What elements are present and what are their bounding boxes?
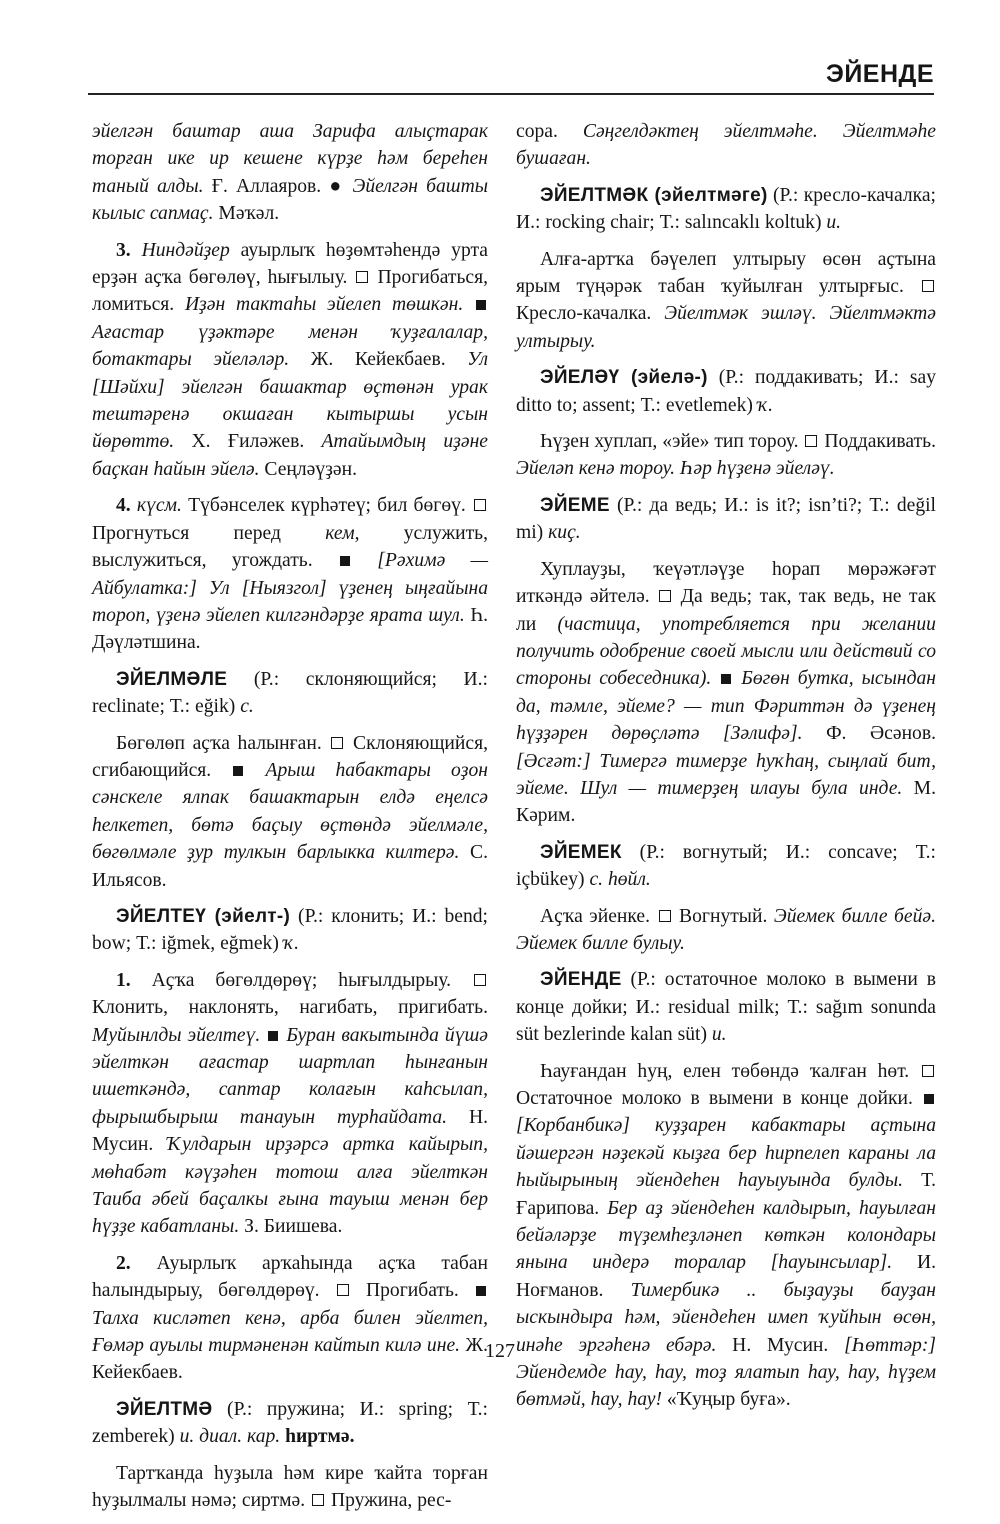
translation-marker-icon bbox=[922, 1065, 934, 1077]
left-column bbox=[92, 118, 488, 1524]
example-text: Ул [Шәйхи] эйелгән башактар өҫтөнән урак тештәренә окшаған кытыршы усын йөрөттө. bbox=[92, 349, 488, 453]
example-text: Эйелгән башты кылыс сапмаҫ. bbox=[92, 175, 488, 225]
dictionary-paragraph bbox=[516, 556, 936, 830]
example-text: киҫ. bbox=[548, 522, 581, 544]
dictionary-paragraph bbox=[516, 182, 936, 237]
body-text: «Ҡуңыр буға». bbox=[662, 1389, 791, 1411]
example-text: [Рәхимә — Айбулатка:] Ул [Ныязгол] үҙенең ыңғайына тороп, үҙенә эйелеп килгәндәрҙе ярата шул. bbox=[92, 550, 489, 626]
translation-marker-icon bbox=[337, 1284, 349, 1296]
body-text: Түбәнселек күрһәтеү; бил бөгөү. bbox=[181, 495, 473, 517]
translation-marker-icon bbox=[331, 737, 343, 749]
body-text: Вогнутый. bbox=[672, 905, 774, 927]
dictionary-paragraph bbox=[92, 1460, 488, 1515]
example-marker-icon bbox=[721, 674, 731, 684]
body-text: З. Биишева. bbox=[239, 1216, 343, 1238]
body-text: Н. Мусин. bbox=[716, 1334, 845, 1356]
body-text: , услужить, выслужиться, угождать. bbox=[92, 522, 488, 572]
body-text: (Р.: да ведь; И.: is it?; isn’ti?; Т.: değil mi) bbox=[516, 494, 936, 544]
headword: ЭЙЕЛТЕҮ (эйелт-) bbox=[116, 905, 291, 927]
body-text bbox=[352, 550, 377, 571]
body-text: Сеңләүҙән. bbox=[259, 458, 357, 480]
dictionary-paragraph bbox=[92, 967, 488, 1241]
example-text: (частица, употребляется при желании получить одобрение своей мысли или действий со стороны собеседника). bbox=[516, 613, 936, 690]
example-text: с. һөйл. bbox=[589, 869, 651, 891]
body-text: Мәҡәл. bbox=[213, 203, 280, 225]
headword: ЭЙЕНДЕ bbox=[540, 969, 622, 991]
body-text: Х. Ғиләжев. bbox=[174, 431, 322, 453]
example-text: Иҙән тактаһы эйелеп төшкән. bbox=[184, 294, 464, 316]
example-text: Талха кисләтеп кенә, арба билен эйелтеп, Ғөмәр ауылы тирмәненән кайтып килә ине. bbox=[92, 1307, 488, 1357]
body-text: Хуплауҙы, ҡеүәтләүҙе һорап мөрәжәғәт иткәндә әйтелә. bbox=[516, 558, 936, 608]
body-text: Алға-артҡа бәүелеп ултырыу өсөн аҫтына ярым түңәрәк табан ҡуйылған ултырғыс. bbox=[516, 248, 936, 298]
body-text: (Р.: вогнутый; И.: concave; Т.: içbükey) bbox=[516, 841, 936, 891]
translation-marker-icon bbox=[474, 974, 486, 986]
dictionary-paragraph bbox=[92, 237, 488, 484]
example-marker-icon bbox=[340, 556, 350, 566]
body-text bbox=[245, 760, 265, 781]
example-text: Бөгөн бутка, ысындан да, тәмле, эйеме? — тип Фәриттән дә үҙенең һүҙҙәрен дөрөҫләтә [Зәлифә]. bbox=[516, 668, 937, 745]
example-text: Муйынлды эйелтеү. bbox=[92, 1024, 261, 1046]
body-text: Клонить, наклонять, нагибать, пригибать. bbox=[92, 997, 488, 1019]
dictionary-paragraph bbox=[516, 428, 936, 483]
example-text: [Корбанбикә] куҙҙарен кабактары аҫтына йәшергән нәҙекәй кыҙға бер һирпелеп караны ла һыйырының эйендеһен һауыуында булды. bbox=[516, 1115, 936, 1192]
dictionary-paragraph bbox=[92, 1250, 488, 1387]
body-text: (Р.: пружина; И.: spring; Т.: zemberek) bbox=[92, 1398, 488, 1448]
dictionary-paragraph bbox=[92, 118, 488, 228]
example-text: күсм. bbox=[136, 495, 182, 517]
headword: ЭЙЕЛӘҮ (эйелә-) bbox=[540, 367, 708, 389]
example-text: Эйелтмәк эшләү. Эйелтмәктә ултырыу. bbox=[516, 303, 937, 352]
headword: ЭЙЕЛТМӘК (эйелтмәге) bbox=[540, 184, 768, 206]
body-text: С. Ильясов. bbox=[92, 842, 489, 891]
body-text: (Р.: склоняющийся; И.: reclinate; Т.: eğik) bbox=[92, 668, 488, 718]
body-text: Прогнуться перед bbox=[92, 522, 326, 544]
header-rule bbox=[88, 93, 934, 95]
dictionary-paragraph bbox=[92, 666, 488, 721]
body-text: Остаточное молоко в вымени в конце дойки. bbox=[516, 1088, 922, 1109]
translation-marker-icon bbox=[474, 499, 486, 511]
body-text: сора. bbox=[516, 121, 583, 142]
body-text: Кресло-качалка. bbox=[516, 303, 665, 325]
example-marker-icon bbox=[476, 1286, 486, 1296]
right-column bbox=[516, 118, 936, 1423]
body-text bbox=[260, 1025, 266, 1046]
body-text: ауырлыҡ һөҙөмтәһендә урта ерҙән аҫҡа бөгөлөү, һығылыу. bbox=[92, 239, 489, 289]
example-text: и. диал. кар. bbox=[179, 1426, 281, 1448]
example-text: Эйеләп кенә тороу. Һәр һүҙенә эйеләү. bbox=[516, 458, 835, 480]
example-text: ҡ. bbox=[283, 933, 299, 955]
body-text: Ф. Әсәнов. bbox=[802, 723, 937, 745]
translation-marker-icon bbox=[659, 590, 671, 602]
dictionary-paragraph bbox=[516, 118, 936, 173]
example-text: Буран вакытында йүшә эйелткән ағастар шартлап һынғанын ишеткәндә, саптар колағын каһсылап, фырышбырыш танауын турһайдата. bbox=[92, 1024, 488, 1128]
example-marker-icon bbox=[233, 766, 243, 776]
example-text: Ҡулдарын ирҙәрсә артка кайырып, мөһабәт кәүҙәһен тотош алға эйелткән Таиба әбей баҫалкы ғына тауыш менән бер һүҙҙе кабатланы. bbox=[92, 1134, 488, 1238]
body-text bbox=[463, 294, 474, 315]
example-text: Эйемек билле бейә. Эйемек билле булыу. bbox=[516, 905, 936, 954]
example-text: Бер аҙ эйендеһен калдырып, һауылған бейәләрҙе түҙемһеҙләнеп көткән колондары янына индерә торалар [һауынсылар]. bbox=[516, 1197, 937, 1274]
body-text: Аҫҡа эйенке. bbox=[540, 905, 657, 927]
example-text: Атайымдың иҙәне баҫкан һайын эйелә. bbox=[92, 431, 488, 480]
dictionary-paragraph bbox=[516, 364, 936, 419]
dictionary-paragraph bbox=[92, 730, 488, 894]
dictionary-paragraph bbox=[516, 966, 936, 1048]
dictionary-paragraph bbox=[92, 903, 488, 958]
example-text: Тимербикә .. быҙауҙы бауҙан ыскындыра һәм, эйендеһен имеп ҡуйһын өсөн, инәһе эргәһенә ебәрә. bbox=[516, 1279, 936, 1356]
example-text: Ниндәйҙер bbox=[141, 239, 230, 261]
body-text: Ж. Кейекбаев. bbox=[289, 349, 468, 371]
dictionary-paragraph bbox=[516, 839, 936, 894]
example-marker-icon bbox=[476, 300, 486, 310]
sense-number: 3. bbox=[116, 239, 142, 261]
body-text: Да ведь; так, так ведь, не так ли bbox=[516, 586, 936, 635]
example-marker-icon bbox=[268, 1031, 278, 1041]
body-text: Ж. Кейекбаев. bbox=[92, 1335, 488, 1384]
example-text: и. bbox=[826, 212, 842, 234]
dictionary-paragraph bbox=[92, 1396, 488, 1451]
example-text: [Һөттәр:] Эйендемде һау, һау, тоҙ ялатып һау, һау, һүҙем бөтмәй, һау, һау! bbox=[516, 1334, 936, 1411]
running-head: ЭЙЕНДЕ bbox=[826, 60, 934, 88]
dictionary-paragraph bbox=[516, 903, 936, 958]
example-marker-icon bbox=[924, 1094, 934, 1104]
body-text: Ғ. Аллаяров. ● bbox=[203, 175, 353, 197]
body-text: Тартҡанда һуҙыла һәм кире ҡайта торған һуҙылмалы нәмә; сиртмә. bbox=[92, 1462, 488, 1512]
body-text: Ауырлыҡ арҡаһында аҫҡа табан һалындырыу, бөгөлдөрөү. bbox=[92, 1252, 488, 1302]
translation-marker-icon bbox=[805, 435, 817, 447]
body-text: Һауғандан һуң, елен төбөндә ҡалған һөт. bbox=[540, 1060, 920, 1082]
dictionary-paragraph bbox=[516, 246, 936, 356]
headword: ЭЙЕМЕК bbox=[540, 841, 622, 863]
body-text: Прогибать. bbox=[350, 1280, 474, 1302]
sense-number: һиртмә. bbox=[285, 1426, 355, 1448]
example-text: с. bbox=[240, 696, 254, 718]
example-text: ҡ. bbox=[757, 394, 774, 416]
example-text: эйелгән баштар аша Зарифа алыҫтарак торған ике ир кешене күрҙе һәм береһен таный алды. bbox=[92, 121, 488, 197]
example-text: и. bbox=[711, 1024, 727, 1046]
page-number: 127 bbox=[485, 1340, 515, 1362]
body-text: Склоняющийся, сгибающийся. bbox=[92, 732, 488, 781]
body-text: Н. Мусин. bbox=[92, 1106, 488, 1156]
example-text: Сәңгелдәктең эйелтмәһе. Эйелтмәһе бушаған. bbox=[516, 121, 936, 170]
body-text: Һ. Дәүләтшина. bbox=[92, 604, 488, 654]
headword: ЭЙЕЛТМӘ bbox=[116, 1398, 213, 1420]
body-text: (Р.: остаточное молоко в вымени в конце дойки; И.: residual milk; Т.: sağım sonunda süt bezlerinde kalan süt) bbox=[516, 969, 936, 1046]
body-text: (Р.: клонить; И.: bend; bow; Т.: iğmek, eğmek) bbox=[92, 905, 488, 955]
translation-marker-icon bbox=[659, 910, 671, 922]
body-text bbox=[711, 668, 719, 689]
sense-number: 2. bbox=[116, 1252, 131, 1274]
headword: ЭЙЕЛМӘЛЕ bbox=[116, 668, 228, 690]
body-text: Поддакивать. bbox=[819, 431, 936, 453]
headword: ЭЙЕМЕ bbox=[540, 494, 610, 516]
body-text: (Р.: поддакивать; И.: say ditto to; assent; Т.: evetlemek) bbox=[516, 367, 936, 416]
example-text: Арыш һабактары оҙон сәнскеле ялпак башактарын елдә еңелсә һелкетеп, бөтә баҫыу өҫтөндә эйелмәле, бөгөлмәле ҙур тулкын барлыкка килтерә. bbox=[92, 759, 488, 864]
body-text: Бөгөлөп аҫҡа һалынған. bbox=[116, 732, 330, 754]
body-text: Һүҙен хуплап, «эйе» тип тороу. bbox=[540, 431, 804, 453]
body-text: Аҫҡа бөгөлдөрөү; һығылдырыу. bbox=[130, 969, 472, 991]
example-text: [Әсғәт:] Тимергә тимерҙе һуҡһаң, сыңлай бит, эйеме. Шул — тимерҙең илауы була инде. bbox=[516, 750, 936, 799]
body-text: Прогибаться, ломиться. bbox=[92, 267, 488, 316]
example-text: кем bbox=[325, 522, 355, 544]
translation-marker-icon bbox=[922, 280, 934, 292]
body-text: М. Кәрим. bbox=[516, 777, 936, 827]
body-text: И. Ноғманов. bbox=[516, 1252, 936, 1301]
sense-number: 1. bbox=[116, 969, 131, 991]
body-text: Т. Ғарипова. bbox=[516, 1170, 936, 1219]
translation-marker-icon bbox=[356, 271, 368, 283]
translation-marker-icon bbox=[312, 1494, 324, 1506]
body-text: (Р.: кресло-качалка; И.: rocking chair; Т.: salıncaklı koltuk) bbox=[516, 184, 936, 234]
example-text: Ағастар үҙәктәре менән ҡуҙғалалар, ботактары эйеләләр. bbox=[92, 321, 488, 371]
dictionary-paragraph bbox=[516, 492, 936, 547]
body-text: Пружина, рес- bbox=[326, 1490, 452, 1512]
dictionary-paragraph bbox=[92, 492, 488, 656]
sense-number: 4. bbox=[116, 495, 137, 517]
